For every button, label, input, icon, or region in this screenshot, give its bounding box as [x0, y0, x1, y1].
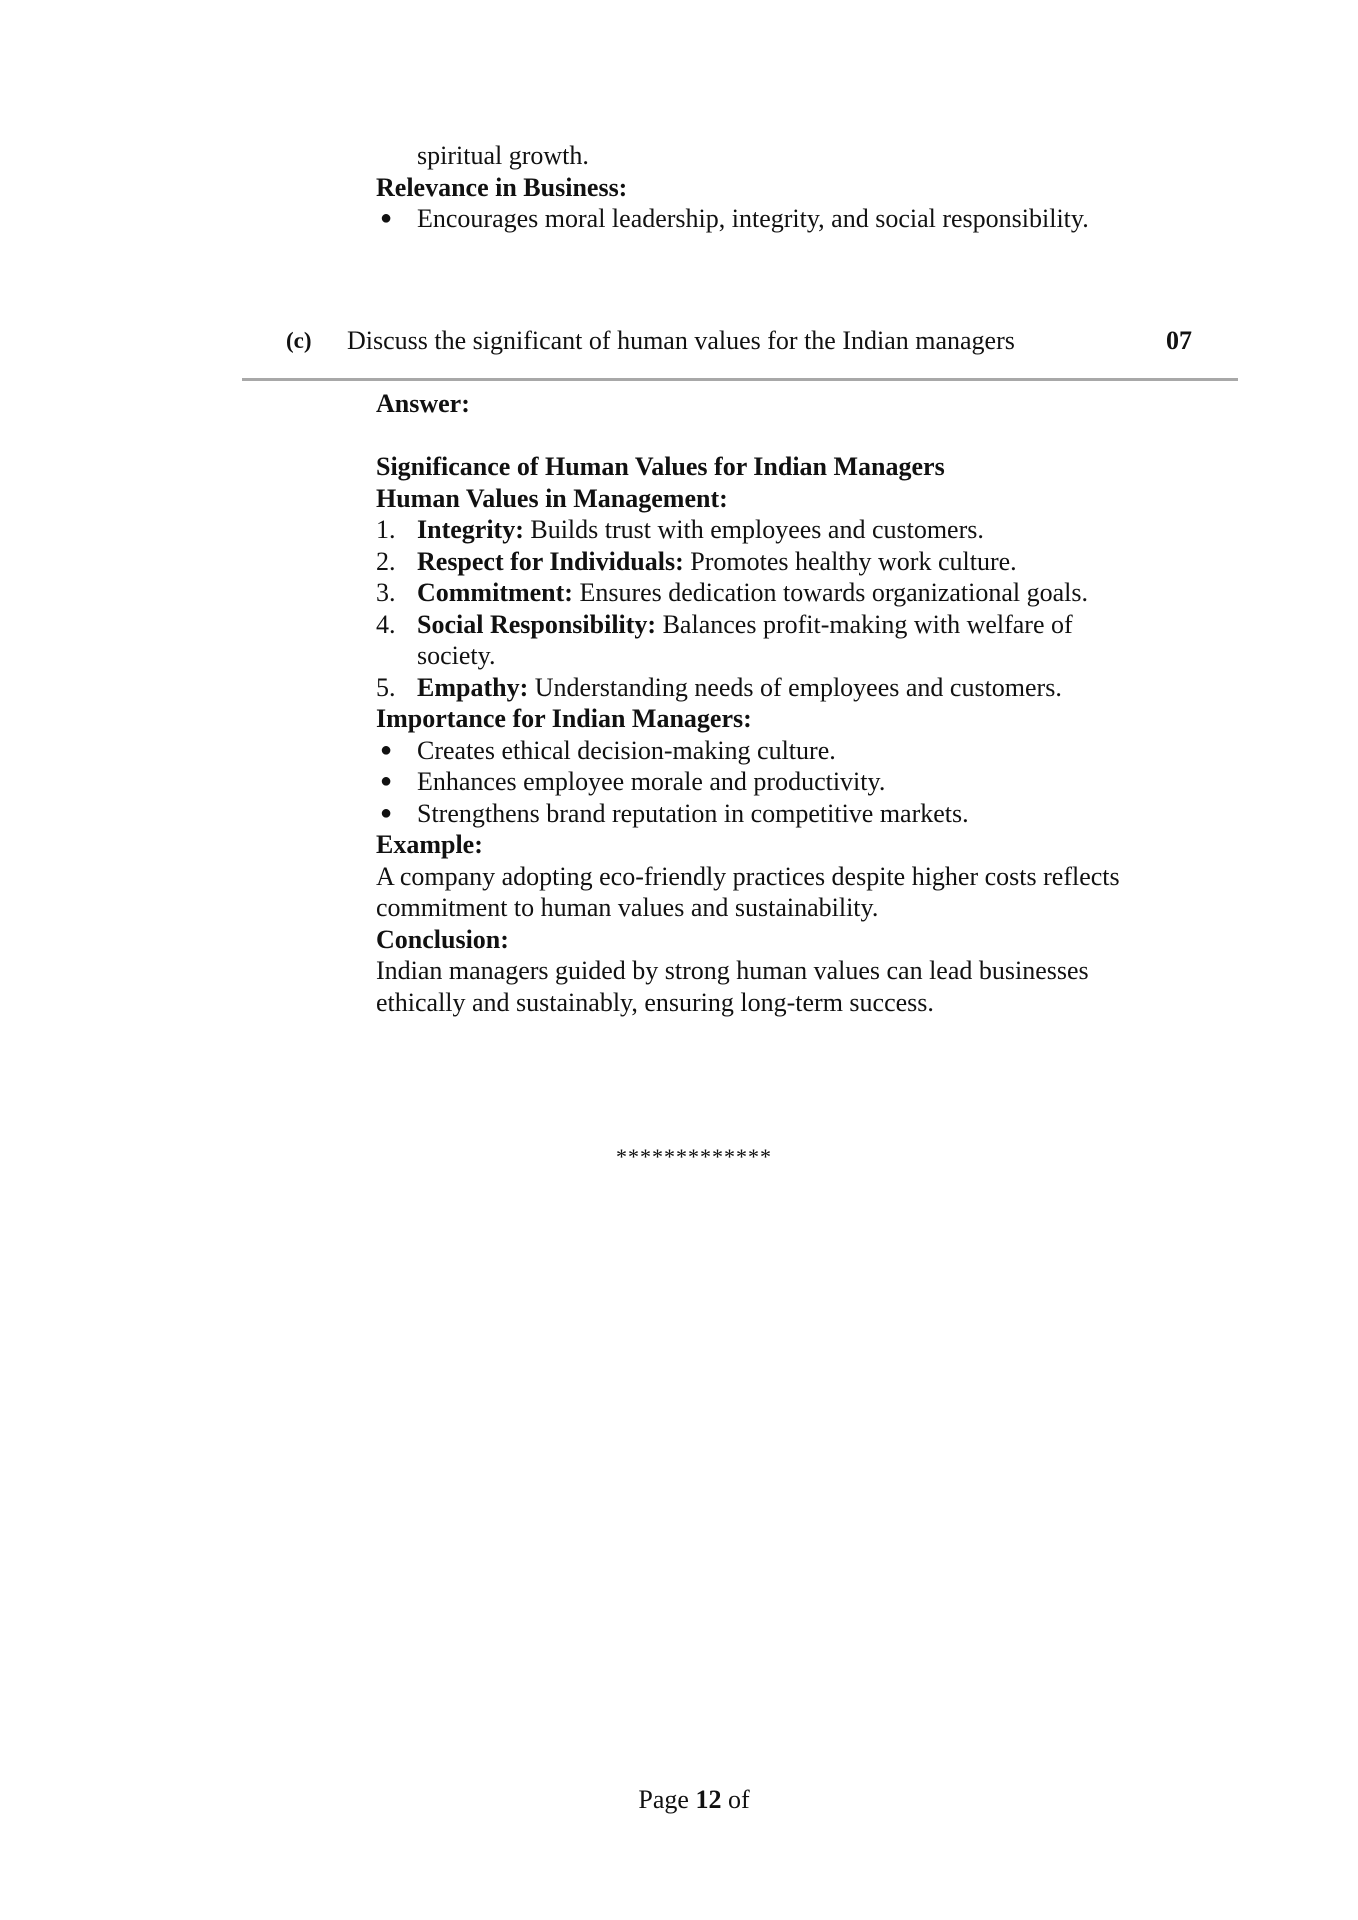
bullet-marker: ●	[380, 207, 393, 229]
question-marks: 07	[1166, 326, 1192, 355]
list-item	[376, 672, 1136, 704]
value-desc: Builds trust with employees and customers.	[530, 515, 984, 544]
footer-suffix: of	[727, 1785, 750, 1814]
list-item	[376, 546, 1136, 578]
conclusion-text: Indian managers guided by strong human values can lead businesses ethically and sustainably, ensuring long-term success.	[376, 956, 1089, 1017]
relevance-heading: Relevance in Business:	[376, 172, 628, 202]
footer-prefix: Page	[638, 1785, 689, 1814]
list-number: 4.	[376, 609, 396, 639]
bullet-marker: ●	[380, 801, 393, 824]
value-desc: Promotes healthy work culture.	[690, 546, 1017, 576]
value-desc: Ensures dedication towards organizational goals.	[579, 578, 1089, 607]
value-term: Integrity:	[417, 515, 524, 544]
relevance-list	[376, 203, 1136, 235]
end-separator: *************	[616, 1144, 772, 1169]
list-number: 1.	[376, 515, 396, 544]
value-desc: Understanding needs of employees and customers.	[534, 672, 1062, 702]
list-item	[376, 798, 1136, 830]
value-desc: Balances profit-making with welfare of society.	[417, 609, 1073, 670]
list-item-text: Encourages moral leadership, integrity, and social responsibility.	[417, 204, 1089, 233]
answer-title: Significance of Human Values for Indian Managers	[376, 452, 945, 481]
conclusion-heading: Conclusion:	[376, 924, 509, 954]
page-footer	[0, 1785, 1358, 1815]
list-item	[376, 735, 1136, 767]
list-number: 3.	[376, 578, 396, 607]
list-item-text: Enhances employee morale and productivity.	[417, 767, 886, 796]
example-heading: Example:	[376, 830, 483, 859]
list-item-text: Strengthens brand reputation in competitive markets.	[417, 798, 969, 828]
value-term: Respect for Individuals:	[417, 546, 684, 576]
values-list	[376, 514, 1136, 703]
list-item	[376, 203, 1136, 235]
answer-label: Answer:	[376, 389, 470, 418]
list-item	[376, 514, 1136, 546]
question-text: Discuss the significant of human values for the Indian managers	[347, 326, 1015, 355]
page-number: 12	[695, 1785, 722, 1814]
list-item	[376, 577, 1136, 609]
value-term: Social Responsibility:	[417, 609, 657, 639]
value-term: Empathy:	[417, 672, 529, 702]
importance-heading: Importance for Indian Managers:	[376, 704, 752, 733]
list-item	[376, 766, 1136, 798]
list-item-text: Creates ethical decision-making culture.	[417, 735, 836, 765]
example-text: A company adopting eco-friendly practices despite higher costs reflects commitment to human values and sustainability.	[376, 861, 1120, 922]
list-item	[376, 609, 1136, 672]
importance-list	[376, 735, 1136, 830]
answer-section	[376, 388, 1136, 1018]
bullet-marker: ●	[380, 738, 393, 761]
spacer	[376, 420, 1136, 452]
horizontal-rule	[242, 378, 1238, 381]
values-heading: Human Values in Management:	[376, 483, 728, 513]
question-label: (c)	[286, 328, 312, 353]
value-term: Commitment:	[417, 578, 573, 607]
list-number: 2.	[376, 546, 396, 576]
continuation-text: spiritual growth.	[417, 141, 589, 170]
bullet-marker: ●	[380, 770, 393, 792]
list-number: 5.	[376, 672, 396, 702]
previous-answer-continuation	[376, 140, 1136, 235]
